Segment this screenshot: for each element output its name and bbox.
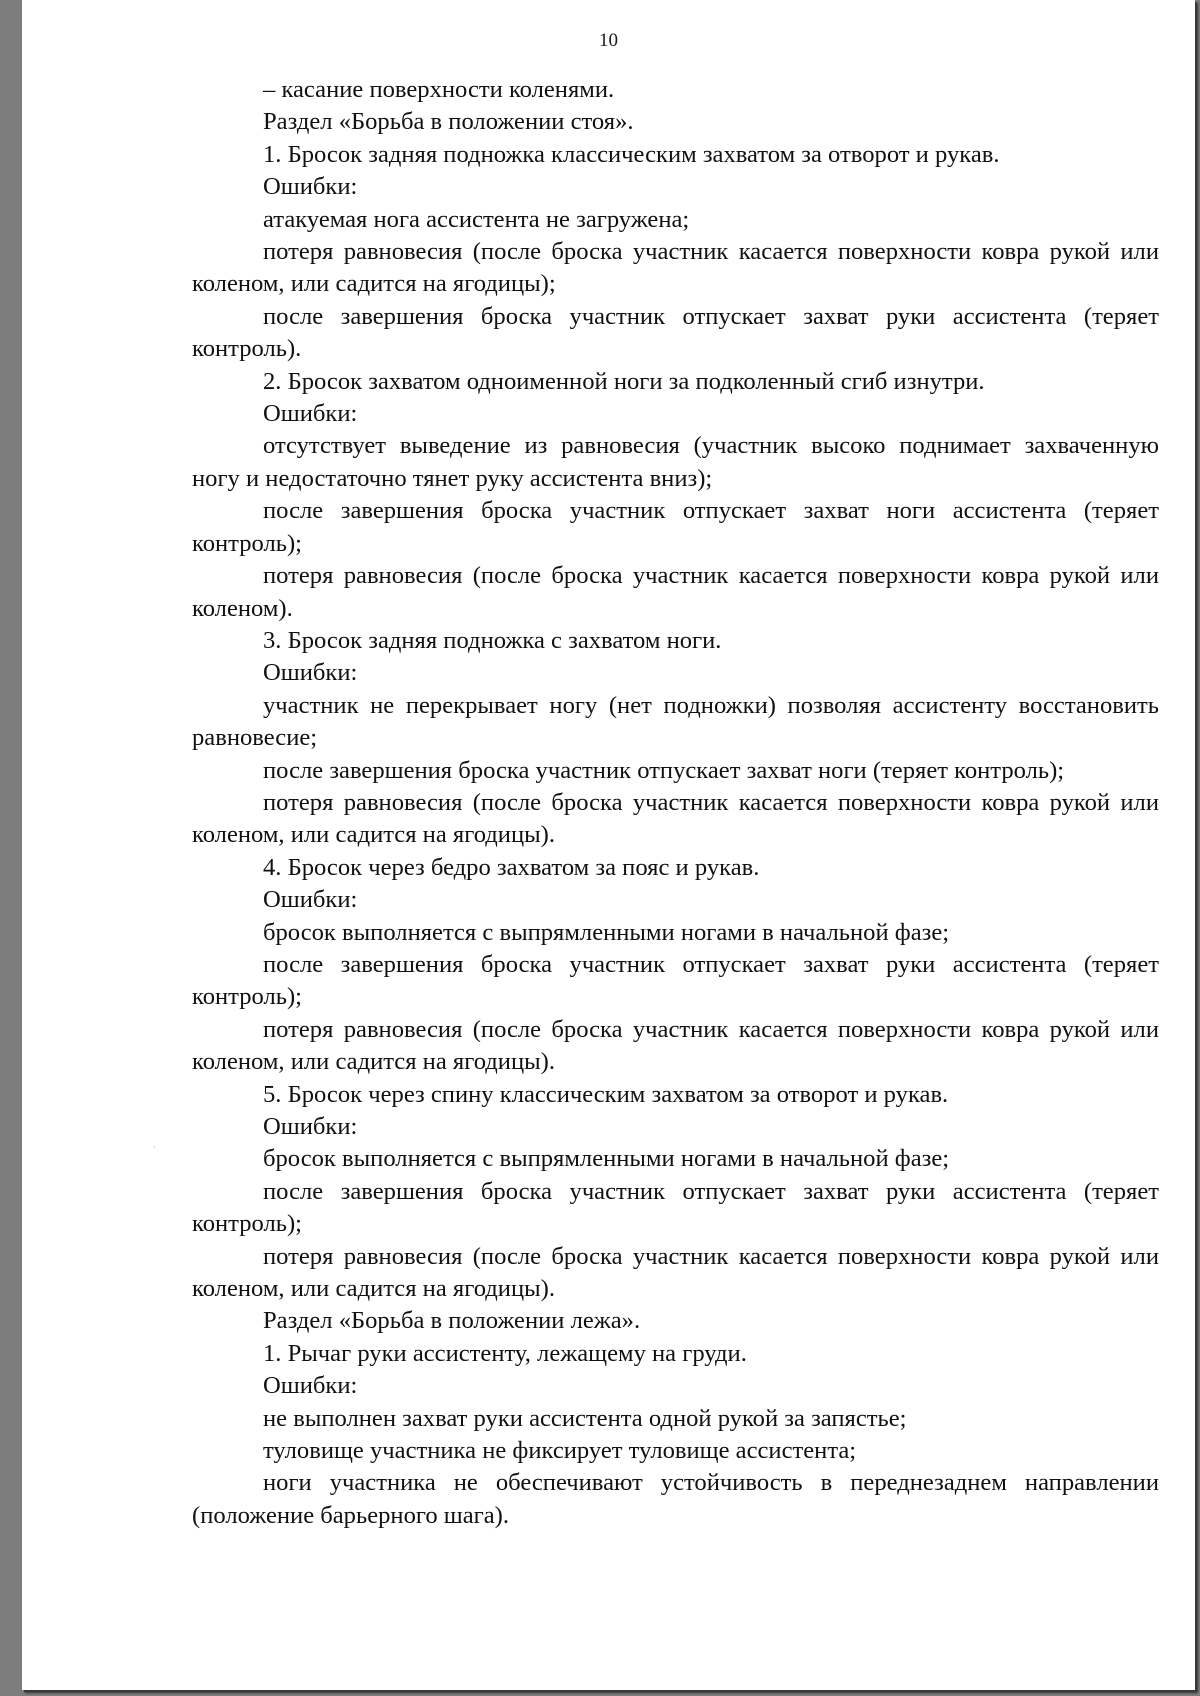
error-item: потеря равновесия (после броска участник касается поверхности ковра рукой или коленом, или садится на ягодицы). xyxy=(192,1242,1159,1303)
errors-label: Ошибки: xyxy=(263,400,358,428)
error-item: потеря равновесия (после броска участник касается поверхности ковра рукой или коленом, или садится на ягодицы); xyxy=(192,238,1159,298)
error-item: бросок выполняется с выпрямленными ногами в начальной фазе; xyxy=(263,1145,950,1173)
error-item: после завершения броска участник отпускает захват руки ассистента (теряет контроль). xyxy=(192,302,1159,363)
exercise-title: 5. Бросок через спину классическим захватом за отворот и рукав. xyxy=(263,1080,949,1108)
errors-label: Ошибки: xyxy=(263,1113,358,1140)
paragraph: – касание поверхности коленями. xyxy=(263,76,615,103)
page-number: 10 xyxy=(599,30,618,51)
exercise-title: 3. Бросок задняя подножка с захватом ноги. xyxy=(263,626,722,654)
errors-label: Ошибки: xyxy=(263,659,358,687)
error-item: потеря равновесия (после броска участник касается поверхности ковра рукой или коленом, или садится на ягодицы). xyxy=(192,788,1159,849)
error-item: отсутствует выведение из равновесия (участник высоко поднимает захваченную ногу и недостаточно тянет руку ассистента вниз); xyxy=(192,432,1159,492)
exercise-title: 1. Рычаг руки ассистенту, лежащему на груди. xyxy=(263,1339,747,1367)
error-item: ноги участника не обеспечивают устойчивость в переднезаднем направлении (положение барьерного шага). xyxy=(192,1469,1159,1529)
section-heading: Раздел «Борьба в положении стоя». xyxy=(263,108,634,136)
error-item: бросок выполняется с выпрямленными ногами в начальной фазе; xyxy=(263,918,950,946)
error-item: после завершения броска участник отпускает захват ноги ассистента (теряет контроль); xyxy=(192,497,1159,557)
error-item: туловище участника не фиксирует туловище ассистента; xyxy=(263,1437,857,1465)
errors-label: Ошибки: xyxy=(263,886,358,914)
document-page xyxy=(22,0,1195,1690)
exercise-title: 1. Бросок задняя подножка классическим захватом за отворот и рукав. xyxy=(263,140,1000,168)
error-item: участник не перекрывает ногу (нет подножки) позволяя ассистенту восстановить равновесие; xyxy=(192,691,1159,752)
error-item: после завершения броска участник отпускает захват ноги (теряет контроль); xyxy=(263,756,1065,784)
errors-label: Ошибки: xyxy=(263,173,358,201)
errors-label: Ошибки: xyxy=(263,1372,358,1400)
error-item: потеря равновесия (после броска участник касается поверхности ковра рукой или коленом). xyxy=(192,562,1159,622)
section-heading: Раздел «Борьба в положении лежа». xyxy=(263,1307,641,1335)
error-item: после завершения броска участник отпускает захват руки ассистента (теряет контроль); xyxy=(192,1177,1159,1238)
error-item: после завершения броска участник отпускает захват руки ассистента (теряет контроль); xyxy=(192,950,1159,1011)
error-item: не выполнен захват руки ассистента одной рукой за запястье; xyxy=(263,1404,907,1432)
page-body xyxy=(192,74,1159,1532)
exercise-title: 2. Бросок захватом одноименной ноги за подколенный сгиб изнутри. xyxy=(263,367,985,395)
scan-artifact xyxy=(154,1146,155,1148)
error-item: атакуемая нога ассистента не загружена; xyxy=(263,205,690,233)
error-item: потеря равновесия (после броска участник касается поверхности ковра рукой или коленом, или садится на ягодицы). xyxy=(192,1015,1159,1076)
exercise-title: 4. Бросок через бедро захватом за пояс и рукав. xyxy=(263,853,760,881)
